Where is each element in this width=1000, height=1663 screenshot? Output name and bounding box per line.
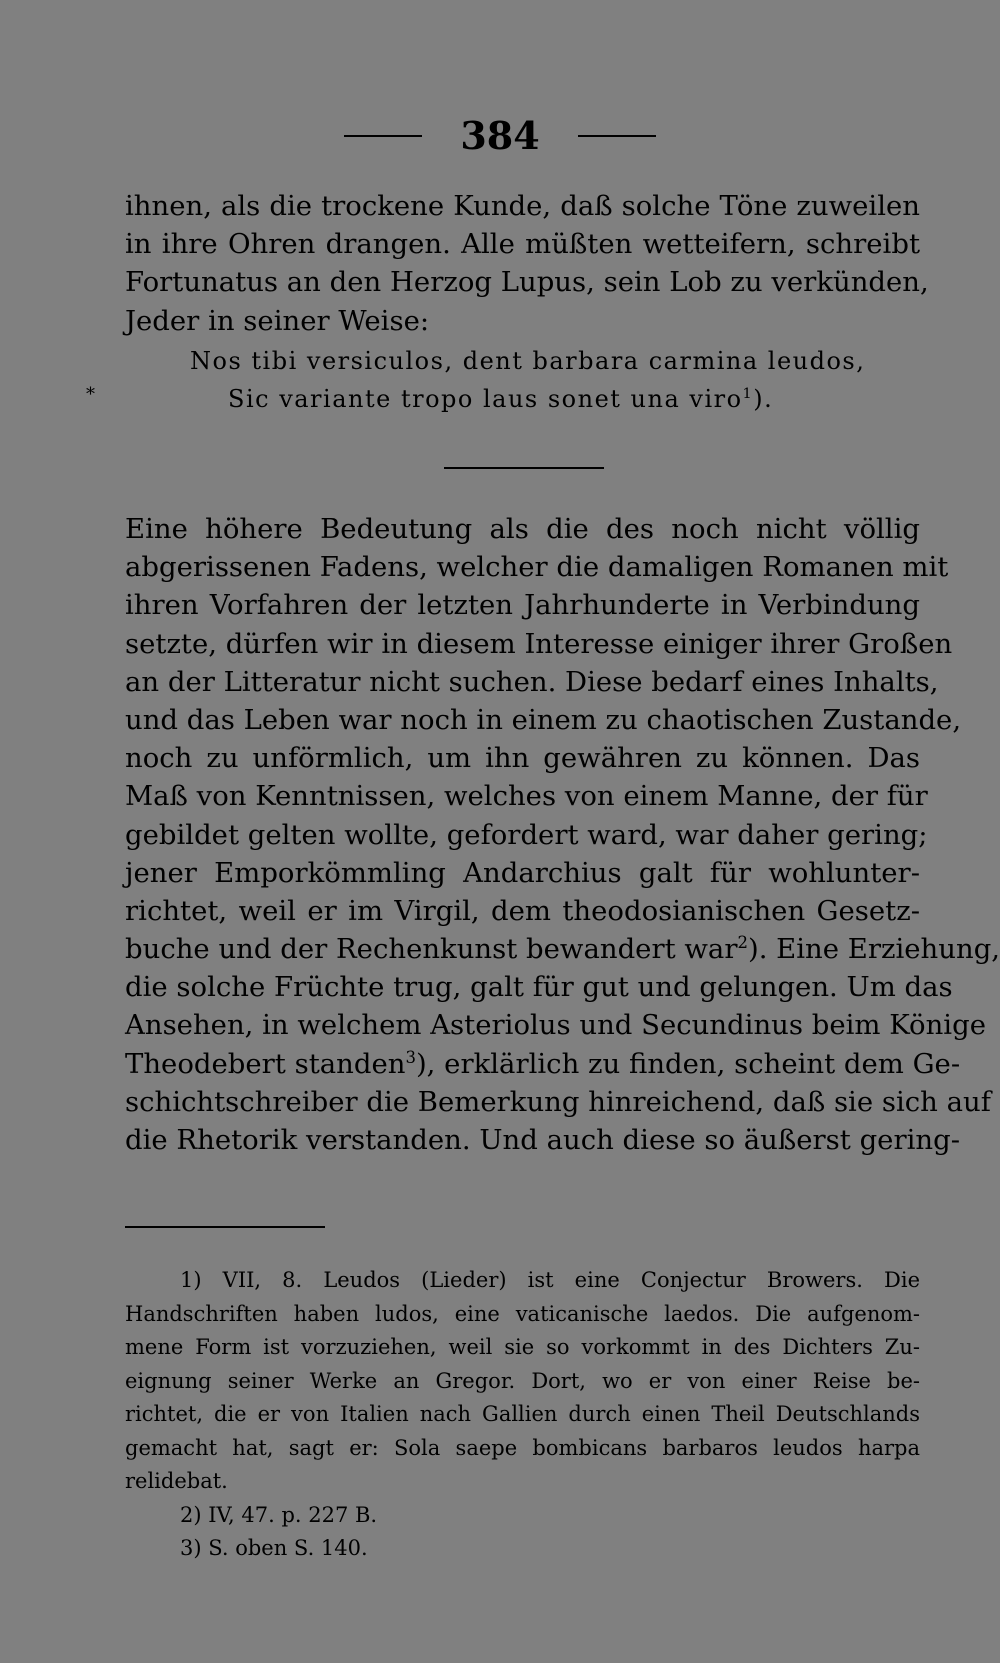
footnote-1-line: mene Form ist vorzuziehen, weil sie so vorkommt in des Dichters Zu-: [125, 1335, 920, 1359]
footnote-3: 3) S. oben S. 140.: [180, 1536, 368, 1560]
footnote-ref-3: 3: [405, 1047, 416, 1067]
text-line: ihren Vorfahren der letzten Jahrhunderte in Verbindung: [125, 589, 920, 622]
verse-line-2-end: ).: [753, 385, 774, 413]
header-rule-left: [344, 135, 422, 137]
footnotes: [125, 1264, 920, 1566]
text-line: die Rhetorik verstanden. Und auch diese so äußerst gering-: [125, 1124, 960, 1156]
text-line: schichtschreiber die Bemerkung hinreichend, daß sie sich auf: [125, 1085, 991, 1118]
footnote-1-line: 1) VII, 8. Leudos (Lieder) ist eine Conjectur Browers. Die: [180, 1268, 920, 1292]
text-line: richtet, weil er im Virgil, dem theodosianischen Gesetz-: [125, 894, 920, 927]
footnote-ref-1: 1: [742, 386, 754, 402]
text-line: jener Emporkömmling Andarchius galt für wohlunter-: [125, 856, 920, 889]
paragraph-main: [125, 510, 1000, 1159]
margin-mark: *: [86, 384, 95, 405]
text-line: [125, 930, 1000, 968]
footnote-rule: [125, 1226, 325, 1228]
text-line: [125, 1045, 961, 1083]
header-rule-right: [578, 135, 656, 137]
paragraph-continued: [125, 187, 929, 340]
text-segment: Theodebert standen: [125, 1047, 406, 1080]
text-line: in ihre Ohren drangen. Alle müßten wetteifern, schreibt: [125, 228, 920, 261]
text-line: die solche Früchte trug, galt für gut und gelungen. Um das: [125, 971, 953, 1004]
text-line: noch zu unförmlich, um ihn gewähren zu können. Das: [125, 742, 920, 775]
footnote-1-line: richtet, die er von Italien nach Gallien durch einen Theil Deutschlands: [125, 1402, 920, 1426]
text-line: Jeder in seiner Weise:: [125, 304, 430, 337]
text-line: Ansehen, in welchem Asteriolus und Secundinus beim Könige: [125, 1009, 986, 1042]
text-line: an der Litteratur nicht suchen. Diese bedarf eines Inhalts,: [125, 665, 939, 698]
page-header: [0, 112, 1000, 160]
section-divider: [444, 467, 604, 469]
verse-line-2: [228, 380, 773, 418]
footnote-ref-2: 2: [737, 932, 748, 952]
text-line: Eine höhere Bedeutung als die des noch nicht völlig: [125, 513, 920, 545]
footnote-1-line: Handschriften haben ludos, eine vaticanische laedos. Die aufgenom-: [125, 1301, 920, 1326]
verse-line-2-text: Sic variante tropo laus sonet una viro: [228, 385, 743, 413]
text-line: Maß von Kenntnissen, welches von einem Manne, der für: [125, 780, 928, 813]
verse-line-1: Nos tibi versiculos, dent barbara carmina leudos,: [190, 347, 866, 375]
text-line: und das Leben war noch in einem zu chaotischen Zustande,: [125, 703, 962, 736]
text-segment: buche und der Rechenkunst bewandert war: [125, 933, 738, 966]
footnote-2: 2) IV, 47. p. 227 B.: [180, 1502, 378, 1527]
text-line: gebildet gelten wollte, gefordert ward, war daher gering;: [125, 818, 928, 851]
footnote-1-line: eignung seiner Werke an Gregor. Dort, wo er von einer Reise be-: [125, 1368, 920, 1393]
text-line: abgerissenen Fadens, welcher die damaligen Romanen mit: [125, 551, 949, 584]
text-line: Fortunatus an den Herzog Lupus, sein Lob zu verkünden,: [125, 266, 929, 299]
text-segment: ). Eine Erziehung,: [747, 933, 1000, 966]
page-number: 384: [460, 113, 540, 158]
footnote-1-line: gemacht hat, sagt er: Sola saepe bombicans barbaros leudos harpa: [125, 1435, 920, 1460]
text-line: ihnen, als die trockene Kunde, daß solche Töne zuweilen: [125, 190, 920, 222]
footnote-1-line: relidebat.: [125, 1469, 228, 1493]
text-line: setzte, dürfen wir in diesem Interesse einiger ihrer Großen: [125, 627, 953, 660]
text-segment: ), erklärlich zu finden, scheint dem Ge-: [415, 1047, 961, 1080]
